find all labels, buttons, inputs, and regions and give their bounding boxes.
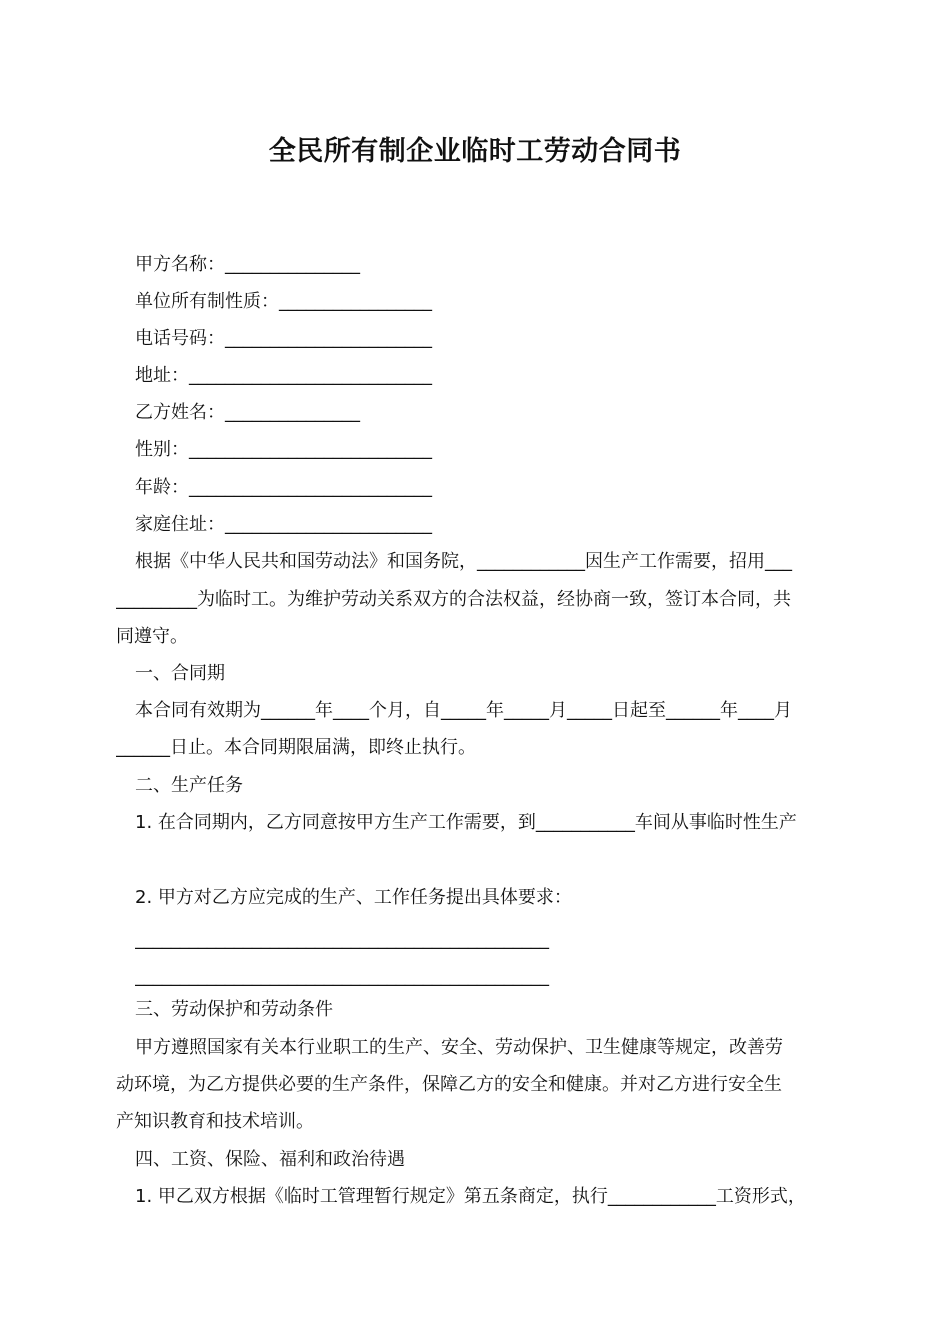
section-heading-contract-period: 一、合同期 bbox=[135, 663, 225, 684]
section-heading-labor-protection: 三、劳动保护和劳动条件 bbox=[135, 999, 333, 1020]
section-heading-wages: 四、工资、保险、福利和政治待遇 bbox=[135, 1149, 405, 1170]
document-title: 全民所有制企业临时工劳动合同书 bbox=[268, 136, 682, 167]
preamble-line: 根据《中华人民共和国劳动法》和国务院，____________因生产工作需要，招用___ bbox=[135, 551, 792, 572]
field-age: 年龄：___________________________ bbox=[135, 477, 432, 498]
field-phone: 电话号码：_______________________ bbox=[135, 328, 432, 349]
labor-protection-line: 动环境，为乙方提供必要的生产条件，保障乙方的安全和健康。并对乙方进行安全生 bbox=[116, 1074, 782, 1095]
blank-line: ______________________________________________ bbox=[135, 966, 549, 987]
labor-protection-line: 甲方遵照国家有关本行业职工的生产、安全、劳动保护、卫生健康等规定，改善劳 bbox=[135, 1037, 783, 1058]
contract-period-line: 本合同有效期为______年____个月，自_____年_____月_____日起至______年____月 bbox=[135, 700, 792, 721]
production-task-item-2: 2. 甲方对乙方应完成的生产、工作任务提出具体要求： bbox=[135, 887, 572, 908]
field-party-b-name: 乙方姓名：_______________ bbox=[135, 402, 360, 423]
field-home-address: 家庭住址：_______________________ bbox=[135, 514, 432, 535]
section-heading-production-tasks: 二、生产任务 bbox=[135, 775, 243, 796]
contract-period-line: ______日止。本合同期限届满，即终止执行。 bbox=[116, 737, 476, 758]
field-ownership-nature: 单位所有制性质：_________________ bbox=[135, 291, 432, 312]
field-gender: 性别：___________________________ bbox=[135, 439, 432, 460]
field-address: 地址：___________________________ bbox=[135, 365, 432, 386]
wages-item-1: 1. 甲乙双方根据《临时工管理暂行规定》第五条商定，执行____________工资形式， bbox=[135, 1186, 806, 1207]
preamble-line: 同遵守。 bbox=[116, 626, 188, 647]
labor-protection-line: 产知识教育和技术培训。 bbox=[116, 1111, 314, 1132]
blank-line: ______________________________________________ bbox=[135, 929, 549, 950]
preamble-line: _________为临时工。为维护劳动关系双方的合法权益，经协商一致，签订本合同，共 bbox=[116, 589, 791, 610]
production-task-item-1: 1. 在合同期内，乙方同意按甲方生产工作需要，到___________车间从事临时性生产 bbox=[135, 812, 797, 833]
field-party-a-name: 甲方名称：_______________ bbox=[135, 254, 360, 275]
